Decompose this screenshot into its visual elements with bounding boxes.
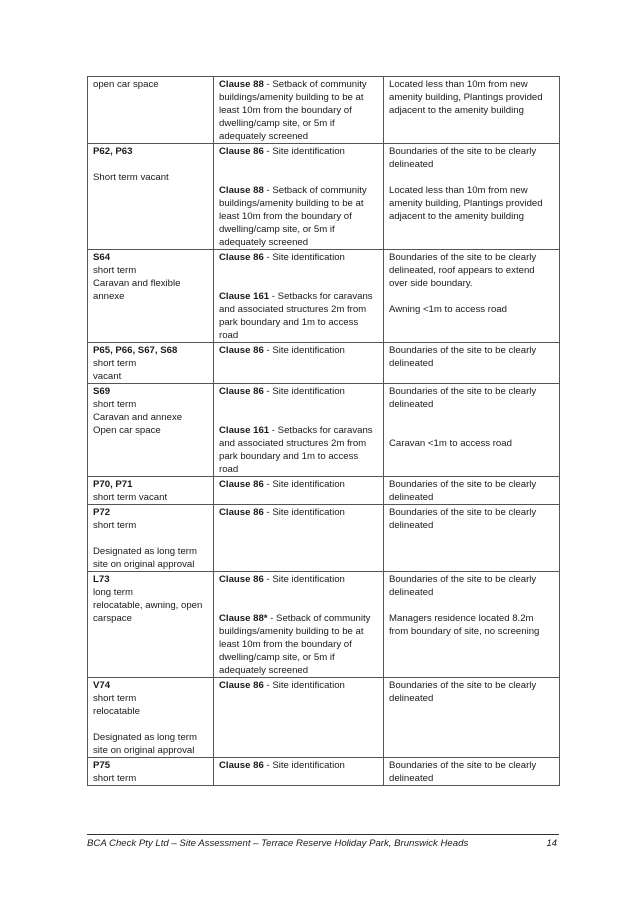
- clause-text: - Site identification: [263, 507, 345, 518]
- site-cell: [88, 77, 214, 144]
- clause-cell: [214, 77, 384, 144]
- spacer: [93, 718, 208, 731]
- clause-number: Clause 86: [219, 252, 264, 263]
- site-id: P75: [93, 760, 111, 771]
- site-cell: [88, 678, 214, 758]
- site-cell: [88, 758, 214, 786]
- clause-text: - Setbacks for caravans and associated structures 2m from park boundary and 1m to access road: [219, 425, 376, 475]
- site-description: Designated as long term site on original approval: [93, 732, 197, 756]
- finding-cell: [384, 343, 560, 384]
- clause-cell: [214, 758, 384, 786]
- finding-text: Boundaries of the site to be clearly delineated, roof appears to extend over side boundary.: [389, 252, 537, 289]
- clause-cell: [214, 477, 384, 505]
- table-row: [88, 77, 560, 144]
- finding-cell: [384, 678, 560, 758]
- clause-text: - Site identification: [263, 680, 345, 691]
- site-cell: [88, 144, 214, 250]
- clause-number: Clause 86: [219, 507, 264, 518]
- clause-number: Clause 86: [219, 479, 264, 490]
- site-description: short term: [93, 773, 137, 784]
- clause-text: - Setback of community buildings/amenity building to be at least 10m from the boundary of dwelling/camp site, or 5m if adequately screened: [219, 185, 370, 248]
- site-id: V74: [93, 680, 111, 691]
- site-id: S69: [93, 386, 111, 397]
- clause-number: Clause 88*: [219, 613, 268, 624]
- site-description: vacant: [93, 371, 122, 382]
- clause-entry: [219, 573, 378, 586]
- spacer: [389, 290, 554, 303]
- clause-entry: [219, 290, 378, 342]
- site-id: P70, P71: [93, 479, 133, 490]
- site-cell: [88, 572, 214, 678]
- finding-cell: [384, 384, 560, 477]
- spacer: [219, 586, 378, 612]
- spacer: [389, 599, 554, 612]
- spacer: [93, 532, 208, 545]
- clause-text: - Setback of community buildings/amenity building to be at least 10m from the boundary of dwelling/camp site, or 5m if adequately screened: [219, 613, 374, 676]
- clause-text: - Site identification: [263, 252, 345, 263]
- clause-text: - Site identification: [263, 479, 345, 490]
- site-description: Caravan and annexe: [93, 412, 183, 423]
- site-id: P72: [93, 507, 111, 518]
- clause-entry: [219, 385, 378, 398]
- finding-text: Located less than 10m from new amenity building, Plantings provided adjacent to the amenity building: [389, 79, 543, 116]
- clause-text: - Site identification: [263, 345, 345, 356]
- site-assessment-table: [87, 76, 560, 786]
- finding-cell: [384, 144, 560, 250]
- clause-cell: [214, 384, 384, 477]
- site-description: relocatable: [93, 706, 140, 717]
- site-description: relocatable, awning, open carspace: [93, 600, 203, 624]
- clause-text: - Setbacks for caravans and associated structures 2m from park boundary and 1m to access road: [219, 291, 376, 341]
- site-cell: [88, 343, 214, 384]
- table-row: [88, 144, 560, 250]
- site-description: Caravan and flexible annexe: [93, 278, 181, 302]
- table-row: [88, 505, 560, 572]
- clause-text: - Site identification: [263, 146, 345, 157]
- table-row: [88, 678, 560, 758]
- clause-entry: [219, 424, 378, 476]
- finding-text: Boundaries of the site to be clearly delineated: [389, 146, 537, 170]
- finding-text: Boundaries of the site to be clearly delineated: [389, 507, 537, 531]
- clause-entry: [219, 759, 378, 772]
- finding-text: Caravan <1m to access road: [389, 438, 512, 449]
- table-row: [88, 572, 560, 678]
- spacer: [219, 264, 378, 290]
- clause-cell: [214, 250, 384, 343]
- clause-entry: [219, 78, 378, 143]
- site-description: Short term vacant: [93, 172, 169, 183]
- clause-entry: [219, 506, 378, 519]
- finding-text: Boundaries of the site to be clearly delineated: [389, 479, 537, 503]
- finding-cell: [384, 758, 560, 786]
- site-id: L73: [93, 574, 110, 585]
- finding-text: Boundaries of the site to be clearly delineated: [389, 386, 537, 410]
- site-cell: [88, 477, 214, 505]
- site-id: P62, P63: [93, 146, 133, 157]
- clause-number: Clause 161: [219, 291, 270, 302]
- clause-number: Clause 161: [219, 425, 270, 436]
- finding-text: Awning <1m to access road: [389, 304, 507, 315]
- clause-number: Clause 86: [219, 680, 264, 691]
- clause-entry: [219, 679, 378, 692]
- clause-entry: [219, 478, 378, 491]
- page-number: 14: [546, 838, 557, 849]
- clause-text: - Setback of community buildings/amenity building to be at least 10m from the boundary of dwelling/camp site, or 5m if adequately screened: [219, 79, 370, 142]
- clause-text: - Site identification: [263, 760, 345, 771]
- site-id: P65, P66, S67, S68: [93, 345, 178, 356]
- finding-text: Boundaries of the site to be clearly delineated: [389, 345, 537, 369]
- clause-entry: [219, 251, 378, 264]
- site-description: short term: [93, 693, 137, 704]
- site-cell: [88, 250, 214, 343]
- site-description: short term vacant: [93, 492, 168, 503]
- spacer: [93, 158, 208, 171]
- site-description: open car space: [93, 79, 159, 90]
- finding-cell: [384, 77, 560, 144]
- clause-cell: [214, 343, 384, 384]
- site-description: short term: [93, 520, 137, 531]
- site-description: short term: [93, 399, 137, 410]
- clause-number: Clause 86: [219, 146, 264, 157]
- spacer: [219, 158, 378, 184]
- clause-text: - Site identification: [263, 386, 345, 397]
- clause-cell: [214, 572, 384, 678]
- clause-entry: [219, 344, 378, 357]
- clause-number: Clause 86: [219, 760, 264, 771]
- table-row: [88, 250, 560, 343]
- clause-text: - Site identification: [263, 574, 345, 585]
- clause-number: Clause 88: [219, 79, 264, 90]
- spacer: [389, 171, 554, 184]
- clause-number: Clause 86: [219, 574, 264, 585]
- finding-text: Boundaries of the site to be clearly delineated: [389, 760, 537, 784]
- table-row: [88, 477, 560, 505]
- site-id: S64: [93, 252, 111, 263]
- finding-text: Boundaries of the site to be clearly delineated: [389, 574, 537, 598]
- site-description: Open car space: [93, 425, 161, 436]
- clause-entry: [219, 145, 378, 158]
- clause-number: Clause 88: [219, 185, 264, 196]
- site-cell: [88, 384, 214, 477]
- finding-text: Managers residence located 8.2m from boundary of site, no screening: [389, 613, 540, 637]
- finding-cell: [384, 572, 560, 678]
- site-description: short term: [93, 358, 137, 369]
- clause-number: Clause 86: [219, 345, 264, 356]
- finding-text: Located less than 10m from new amenity building, Plantings provided adjacent to the amenity building: [389, 185, 543, 222]
- finding-cell: [384, 477, 560, 505]
- page-footer: [87, 834, 559, 849]
- spacer: [389, 411, 554, 437]
- clause-entry: [219, 612, 378, 677]
- spacer: [219, 398, 378, 424]
- clause-cell: [214, 144, 384, 250]
- table-row: [88, 384, 560, 477]
- site-description: Designated as long term site on original approval: [93, 546, 197, 570]
- clause-cell: [214, 505, 384, 572]
- finding-text: Boundaries of the site to be clearly delineated: [389, 680, 537, 704]
- clause-entry: [219, 184, 378, 249]
- site-description: short term: [93, 265, 137, 276]
- site-description: long term: [93, 587, 133, 598]
- table-row: [88, 758, 560, 786]
- clause-number: Clause 86: [219, 386, 264, 397]
- clause-cell: [214, 678, 384, 758]
- site-cell: [88, 505, 214, 572]
- table-row: [88, 343, 560, 384]
- finding-cell: [384, 505, 560, 572]
- finding-cell: [384, 250, 560, 343]
- footer-title: BCA Check Pty Ltd – Site Assessment – Terrace Reserve Holiday Park, Brunswick Heads: [87, 838, 469, 849]
